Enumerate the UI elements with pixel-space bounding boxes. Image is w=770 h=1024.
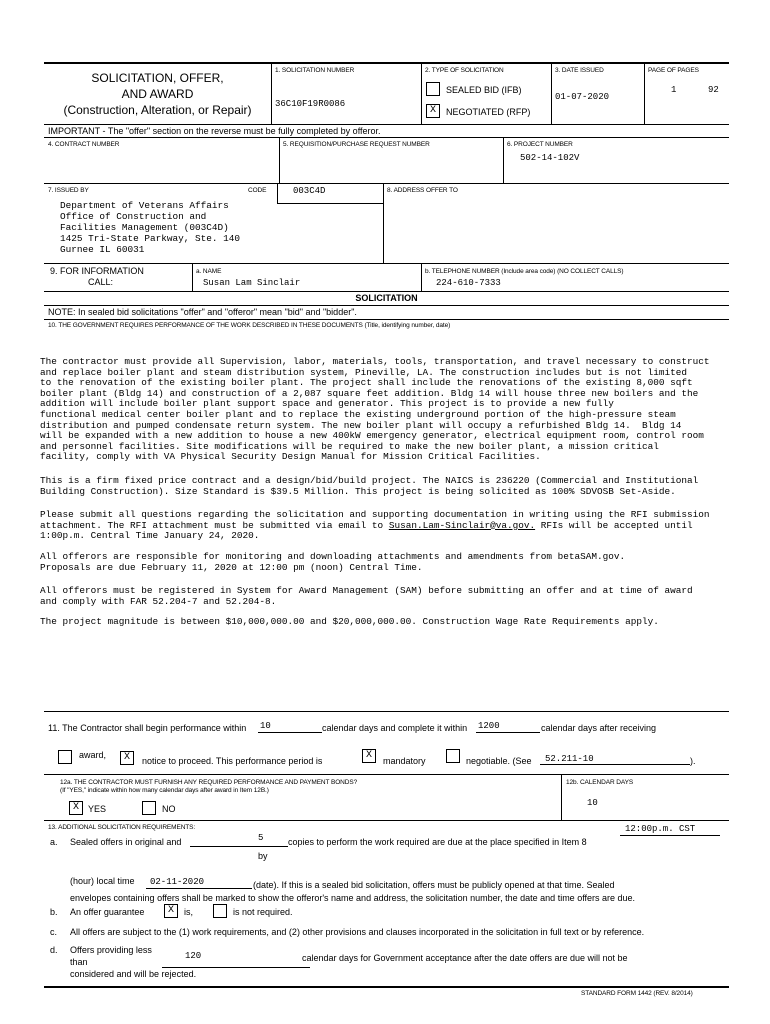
item13a-by: by (258, 851, 268, 861)
item13a-text4: envelopes containing offers shall be marked to show the offeror's name and address, the solicitation number, the date and time offers are due. (70, 893, 636, 903)
form-title (44, 70, 271, 118)
item13d-letter: d. (50, 945, 58, 955)
divider (44, 305, 729, 306)
divider (44, 263, 729, 264)
notice-to-proceed-checkbox[interactable]: X (120, 751, 134, 765)
guarantee-not-label: is not required. (233, 907, 293, 917)
due-time-underline (620, 835, 720, 836)
telephone-label: b. TELEPHONE NUMBER (Include area code) (NO COLLECT CALLS) (425, 268, 624, 275)
divider (44, 124, 729, 125)
issuer-address-line: Gurnee IL 60031 (60, 244, 145, 255)
divider (44, 774, 729, 775)
see-clause-ref[interactable]: 52.211-10 (545, 754, 594, 764)
project-number-label: 6. PROJECT NUMBER (507, 141, 573, 148)
issuer-address-line: Facilities Management (003C4D) (60, 222, 229, 233)
sealed-bid-note: NOTE: In sealed bid solicitations "offer" and "offeror" mean "bid" and "bidder". (48, 307, 357, 317)
contract-number-label: 4. CONTRACT NUMBER (48, 141, 120, 148)
guarantee-is-checkbox[interactable]: X (164, 904, 178, 918)
item13-label: 13. ADDITIONAL SOLICITATION REQUIREMENTS: (48, 824, 196, 831)
item13a-letter: a. (50, 837, 58, 847)
rfi-email-link[interactable]: Susan.Lam-Sinclair@va.gov. (388, 519, 536, 531)
negotiated-checkbox[interactable]: X (426, 104, 440, 118)
item13c-text: All offers are subject to the (1) work requirements, and (2) other provisions and clauses incorporated in the solicitation in full text or by reference. (70, 927, 645, 937)
item10-label: 10. THE GOVERNMENT REQUIRES PERFORMANCE OF THE WORK DESCRIBED IN THESE DOCUMENTS (Title, identifying number, date) (48, 322, 451, 329)
page-total: 92 (708, 85, 719, 95)
project-number[interactable]: 502-14-102V (520, 153, 580, 163)
divider (421, 263, 422, 291)
divider (503, 137, 504, 183)
page-of-pages-label: PAGE OF PAGES (648, 67, 699, 74)
divider (44, 711, 729, 712)
item13d-text1: Offers providing less (70, 945, 152, 955)
contract-type-paragraph: This is a firm fixed price contract and a design/bid/build project. The NAICS is 236220 (Commercial and Institutional Building Construction). Size Standard is $39.5 Million. This project is being solicited as 100% SDVOSB Set-Aside. (40, 475, 699, 497)
complete-days-underline (476, 732, 540, 733)
form-footer: STANDARD FORM 1442 (REV. 8/2014) (581, 990, 693, 997)
divider (551, 62, 552, 124)
due-time[interactable]: 12:00p.m. CST (625, 824, 696, 834)
item11-text-b: calendar days and complete it within (322, 723, 468, 733)
date-issued-label: 3. DATE ISSUED (555, 67, 604, 74)
divider (421, 62, 422, 124)
code-label: CODE (248, 187, 267, 194)
rfi-paragraph (40, 510, 730, 542)
award-checkbox[interactable] (58, 750, 72, 764)
item13a-text2: copies to perform the work required are due at the place specified in Item 8 (288, 837, 587, 847)
divider (561, 774, 562, 820)
item13a-text1: Sealed offers in original and (70, 837, 182, 847)
due-date-underline (146, 888, 252, 889)
item13a-text3: (date). If this is a sealed bid solicitation, offers must be publicly opened at that time. Sealed (253, 880, 615, 890)
issued-by-label: 7. ISSUED BY (48, 187, 89, 194)
important-note: IMPORTANT - The "offer" section on the reverse must be fully completed by offeror. (48, 126, 381, 136)
telephone-number[interactable]: 224-610-7333 (436, 278, 501, 288)
issuer-address-line: 1425 Tri-State Parkway, Ste. 140 (60, 233, 241, 244)
item13d-text3: calendar days for Government acceptance after the date offers are due will not be (302, 953, 628, 963)
item12a-label: 12a. THE CONTRACTOR MUST FURNISH ANY REQUIRED PERFORMANCE AND PAYMENT BONDS? (60, 779, 358, 786)
divider (44, 183, 729, 184)
item13d-text2: than (70, 957, 88, 967)
divider (279, 137, 280, 183)
item13c-letter: c. (50, 927, 58, 937)
negotiable-checkbox[interactable] (446, 749, 460, 763)
magnitude-paragraph: The project magnitude is between $10,000,000.00 and $20,000,000.00. Construction Wage Rate Requirements apply. (40, 616, 659, 627)
divider (44, 137, 729, 138)
bonds-yes-checkbox[interactable]: X (69, 801, 83, 815)
divider (44, 319, 729, 320)
item13b-letter: b. (50, 907, 58, 917)
date-issued[interactable]: 01-07-2020 (555, 92, 610, 102)
bonds-no-checkbox[interactable] (142, 801, 156, 815)
info-call-label (50, 266, 144, 288)
divider (271, 62, 272, 124)
item12b-label: 12b. CALENDAR DAYS (566, 779, 634, 786)
sealed-bid-checkbox[interactable] (426, 82, 440, 96)
negotiated-label: NEGOTIATED (RFP) (446, 107, 531, 117)
divider (644, 62, 645, 124)
notice-to-proceed-label: notice to proceed. This performance period is (142, 756, 323, 766)
item12a-sub: (If "YES," indicate within how many calendar days after award in Item 12B.) (60, 787, 269, 794)
offer-guarantee-label: An offer guarantee (70, 907, 145, 917)
mandatory-label: mandatory (383, 756, 426, 766)
mandatory-checkbox[interactable]: X (362, 749, 376, 763)
issuer-address-line: Department of Veterans Affairs (60, 200, 229, 211)
issuer-address (60, 200, 240, 255)
complete-days[interactable]: 1200 (478, 721, 500, 731)
begin-days-underline (258, 732, 322, 733)
due-date[interactable]: 02-11-2020 (150, 877, 205, 887)
item11-text-c: calendar days after receiving (541, 723, 657, 733)
form-bottom-border (44, 986, 729, 988)
item13d-text4: considered and will be rejected. (70, 969, 197, 979)
type-of-solicitation-label: 2. TYPE OF SOLICITATION (425, 67, 504, 74)
award-label: award, (79, 750, 107, 760)
close-paren: ). (690, 756, 696, 766)
description-paragraph: The contractor must provide all Supervision, labor, materials, tools, transportation, and travel necessary to construct and replace boiler plant and steam distribution system, Pineville, LA. The construction includes but is not limited to the renovation of the existing boiler plant. The project shall include the renovations of the existing 8,000 sqft boiler plant (Bldg 14) and construction of a 2,087 square feet addition. Bldg 14 will house three new boilers and the addition will include boiler plant support space and generator. This project is to provide a new fully functional medical center boiler plant and to replace the existing underground portion of the high-pressure steam distribution and pumped condensate return system. The new boiler plant will occupy a refurbished Bldg 14. Bldg 14 will be expanded with a new addition to house a new 400kW emergency generator, electrical equipment room, control room and personnel facilities. Site modifications will be required to make the new boiler plant, a mission critical facility, comply with VA Physical Security Design Manual for Mission Critical Facilities. (40, 356, 710, 463)
calendar-days-value[interactable]: 10 (587, 798, 598, 808)
solicitation-heading: SOLICITATION (355, 293, 418, 303)
form-title-line1: SOLICITATION, OFFER, (91, 71, 224, 85)
solicitation-number[interactable]: 36C10F19R0086 (275, 99, 346, 109)
bonds-yes-label: YES (88, 804, 107, 814)
requisition-number-label: 5. REQUISITION/PURCHASE REQUEST NUMBER (283, 141, 430, 148)
local-time-label: (hour) local time (70, 876, 135, 886)
issuer-code[interactable]: 003C4D (293, 186, 326, 196)
sealed-bid-label: SEALED BID (IFB) (446, 85, 522, 95)
negotiable-label: negotiable. (See (466, 756, 532, 766)
acceptance-days-underline (162, 967, 310, 968)
rfi-text-a: Please submit all questions regarding the solicitation and supporting documentation in writing using the RFI submission attachment. The RFI attachment must be submitted via email to (40, 509, 710, 531)
issuer-address-line: Office of Construction and (60, 211, 207, 222)
copies-underline (190, 846, 288, 847)
divider (192, 263, 193, 291)
guarantee-is-label: is, (184, 907, 193, 917)
rfi-text-b: RFIs will be accepted until 1:00p.m. Central Time January 24, 2020. (40, 519, 693, 542)
info-call-label-line1: 9. FOR INFORMATION (50, 266, 144, 276)
acceptance-days[interactable]: 120 (185, 951, 202, 961)
divider (44, 820, 729, 821)
address-offer-to-label: 8. ADDRESS OFFER TO (387, 187, 458, 194)
info-call-label-line2: CALL: (88, 277, 114, 287)
offerors-paragraph: All offerors are responsible for monitoring and downloading attachments and amendments from betaSAM.gov. Proposals are due February 11, 2020 at 12:00 pm (noon) Central Time. (40, 551, 626, 573)
contact-name[interactable]: Susan Lam Sinclair (203, 278, 301, 288)
guarantee-not-checkbox[interactable] (213, 904, 227, 918)
item11-text-a: 11. The Contractor shall begin performance within (48, 723, 247, 733)
begin-days[interactable]: 10 (260, 721, 271, 731)
bonds-no-label: NO (162, 804, 176, 814)
sam-paragraph: All offerors must be registered in System for Award Management (SAM) before submitting an offer and at time of award and comply with FAR 52.204-7 and 52.204-8. (40, 585, 693, 607)
solicitation-number-label: 1. SOLICITATION NUMBER (275, 67, 355, 74)
see-clause-underline (540, 764, 690, 765)
form-title-line3: (Construction, Alteration, or Repair) (63, 103, 252, 117)
divider (44, 291, 729, 292)
contact-name-label: a. NAME (196, 268, 222, 275)
copies-count[interactable]: 5 (258, 833, 264, 843)
form-title-line2: AND AWARD (121, 87, 194, 101)
page-current: 1 (671, 85, 677, 95)
form-top-border (44, 62, 729, 64)
